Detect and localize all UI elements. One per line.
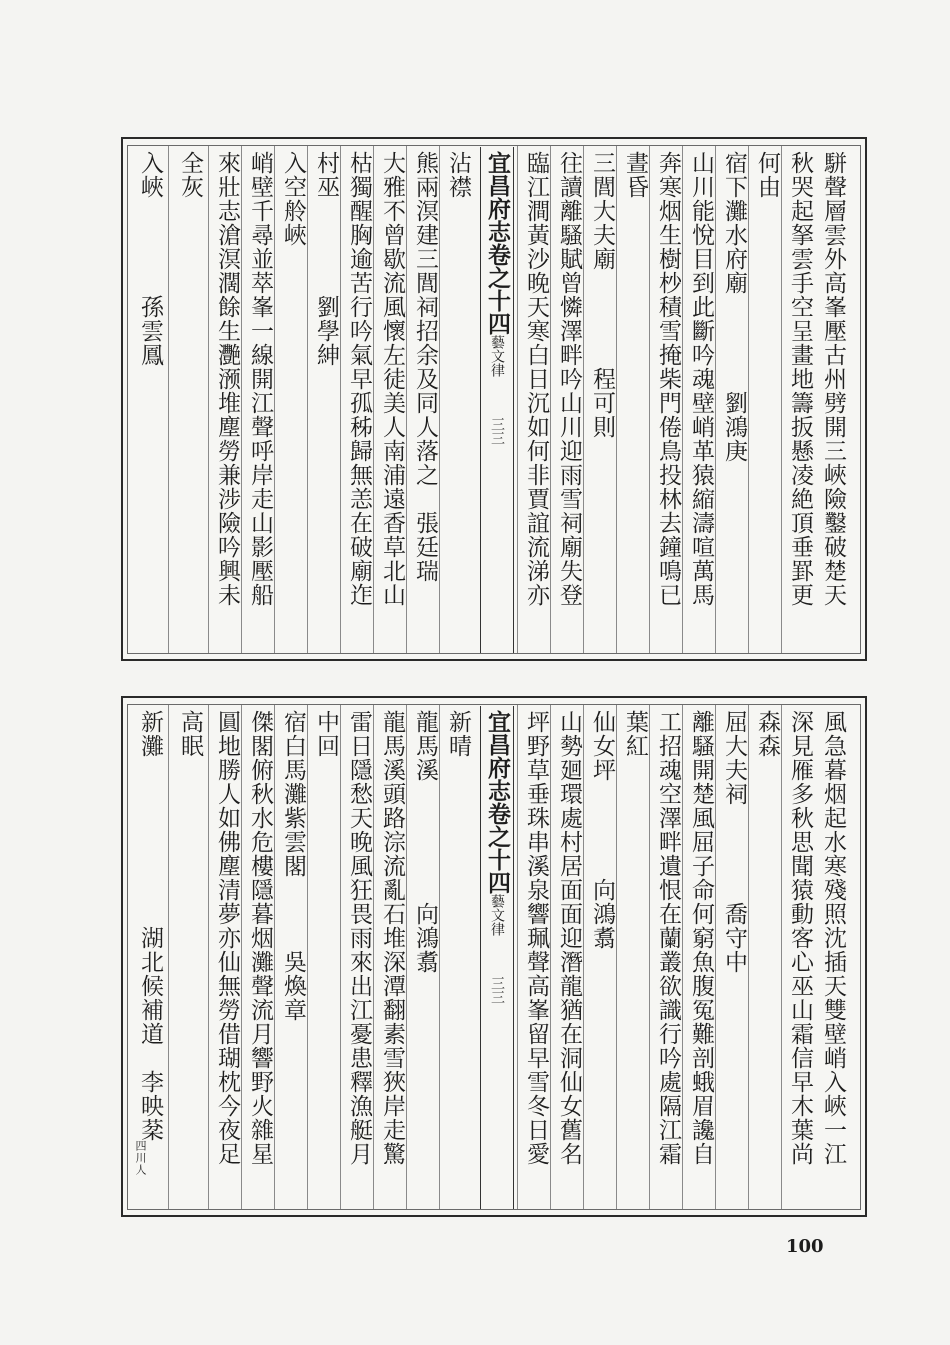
text-column: 峭壁千尋並萃峯一線開江聲呼岸走山影壓船 <box>247 151 273 607</box>
column-rule <box>649 705 650 1209</box>
column-rule <box>517 146 518 653</box>
text-column: 宿白馬灘紫雲閣 吳煥章 <box>280 710 306 1022</box>
text-column: 離騷開楚風屈子命何窮魚腹冤難剖蛾眉讒自 <box>688 710 714 1166</box>
text-column: 中回 <box>313 710 339 758</box>
center-header <box>480 706 514 1209</box>
header-volume: 卷之十四 <box>484 802 511 894</box>
text-column: 山勢廻環處村居面面迎潛龍猶在洞仙女舊名 <box>556 710 582 1166</box>
header-section: 藝文律 <box>489 335 505 377</box>
column-rule <box>168 705 169 1209</box>
text-column: 屈大夫祠 喬守中 <box>721 710 747 974</box>
column-rule <box>208 705 209 1209</box>
column-rule <box>340 705 341 1209</box>
header-title: 宜昌府志 <box>484 710 511 802</box>
text-column: 秋哭起拏雲手空呈畫地籌扳懸凌絶頂垂罫更 <box>787 151 813 607</box>
header-title: 宜昌府志 <box>484 151 511 243</box>
text-column: 風急暮烟起水寒殘照沈插天雙壁峭入峽一江 <box>820 710 846 1166</box>
header-page: 三三 <box>489 417 505 445</box>
text-column: 葉紅 <box>622 710 648 758</box>
column-rule <box>781 146 782 653</box>
text-column: 入空舲峽 <box>280 151 306 247</box>
text-column: 臨江澗黃沙晚天寒白日沉如何非賈誼流涕亦 <box>523 151 549 607</box>
text-column: 坪野草垂珠串溪泉響珮聲高峯留早雪冬日愛 <box>523 710 549 1166</box>
text-column: 晝昏 <box>622 151 648 199</box>
text-column: 龍馬溪 向鴻翥 <box>412 710 438 974</box>
text-column: 枯獨醒胸逾苦行吟氣早孤秭歸無恙在破廟迮 <box>346 151 372 607</box>
text-column: 沾襟 <box>445 151 471 199</box>
text-column: 奔寒烟生樹杪積雪掩柴門倦鳥投林去鐘鳴已 <box>655 151 681 607</box>
text-column: 仙女坪 向鴻翥 <box>589 710 615 950</box>
text-column: 新晴 <box>445 710 471 758</box>
header-page: 三三 <box>489 976 505 1004</box>
text-column: 全灰 <box>177 151 203 199</box>
bottom-page-panel <box>121 696 867 1217</box>
text-column: 傑閣俯秋水危樓隱暮烟灘聲流月響野火雜星 <box>247 710 273 1166</box>
text-column: 來壯志滄溟濶餘生灧滪堆塵勞兼涉險吟興未 <box>214 151 240 607</box>
text-column: 雷日隱愁天晚風狂畏雨來出江憂患釋漁艇月 <box>346 710 372 1166</box>
text-column: 深見雁多秋思聞猿動客心巫山霜信早木葉尚 <box>787 710 813 1166</box>
text-column: 大雅不曾歇流風懷左徒美人南浦遠香草北山 <box>379 151 405 607</box>
text-column: 山川能悅目到此斷吟魂壁峭革猿縮濤喧萬馬 <box>688 151 714 607</box>
text-column: 熊兩溟建三閭祠招余及同人落之 張廷瑞 <box>412 151 438 583</box>
text-column: 工招魂空澤畔遺恨在蘭叢欲識行吟處隔江霜 <box>655 710 681 1166</box>
text-column: 宿下灘水府廟 劉鴻庚 <box>721 151 747 463</box>
column-rule <box>168 146 169 653</box>
center-header <box>480 147 514 653</box>
text-column: 入峽 孫雲鳳 <box>137 151 163 367</box>
text-column: 新灘 湖北候補道 李映棻 <box>137 710 163 1142</box>
text-column: 圓地勝人如佛塵清夢亦仙無勞借瑚枕今夜足 <box>214 710 240 1166</box>
column-rule <box>649 146 650 653</box>
text-column: 三閭大夫廟 程可則 <box>589 151 615 439</box>
column-rule <box>781 705 782 1209</box>
column-rule <box>517 705 518 1209</box>
page-number: 100 <box>786 1236 824 1257</box>
header-section: 藝文律 <box>489 894 505 936</box>
text-column: 森森 <box>754 710 780 758</box>
header-volume: 卷之十四 <box>484 243 511 335</box>
text-column: 往讀離騷賦曾憐澤畔吟山川迎雨雪祠廟失登 <box>556 151 582 607</box>
top-page-panel <box>121 137 867 661</box>
text-column: 駢聲層雲外高峯壓古州劈開三峽險鑿破楚天 <box>820 151 846 607</box>
text-column: 高眠 <box>177 710 203 758</box>
text-column: 龍馬溪頭路淙流亂石堆深潭翻素雪狹岸走驚 <box>379 710 405 1166</box>
signature-note: 四川人 <box>134 1140 147 1176</box>
column-rule <box>208 146 209 653</box>
text-column: 村巫 劉學紳 <box>313 151 339 367</box>
text-column: 何由 <box>754 151 780 199</box>
